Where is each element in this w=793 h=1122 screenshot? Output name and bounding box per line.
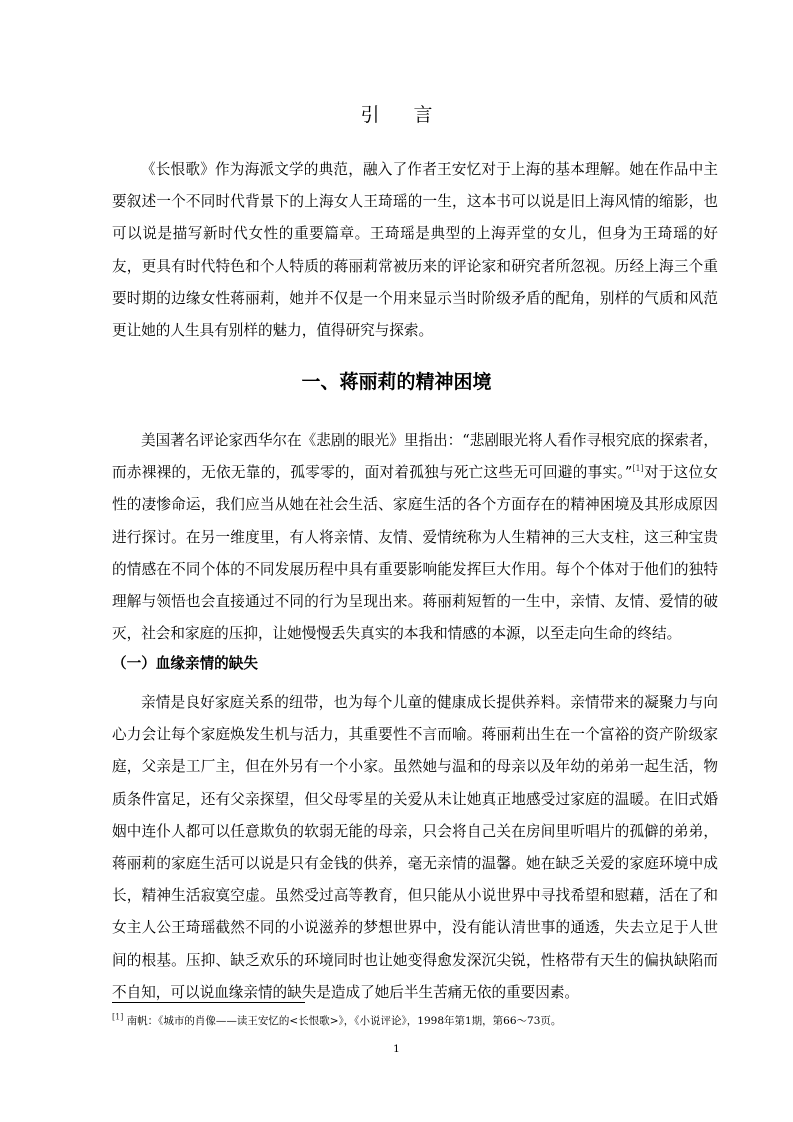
paragraph-text-before-note: 美国著名评论家西华尔在《悲剧的眼光》里指出：“悲剧眼光将人看作寻根究底的探索者，而赤裸裸的，无依无靠的，孤零零的，面对着孤独与死亡这些无可回避的事实。” — [112, 432, 718, 482]
footnote-text: 南帆：《城市的肖像——读王安忆的<长恨歌>》，《小说评论》，1998年第1期，第66～73页。 — [126, 1015, 562, 1027]
footnote-reference[interactable]: [1] — [632, 464, 644, 474]
paragraph-text-after-note: 对于这位女性的凄惨命运，我们应当从她在社会生活、家庭生活的各个方面存在的精神困境及其形成原因进行探讨。在另一维度里，有人将亲情、友情、爱情统称为人生精神的三大支柱，这三种宝贵的情感在不同个体的不同发展历程中具有重要影响能发挥巨大作用。每个个体对于他们的独特理解与领悟也会直接通过不同的行为呈现出来。蒋丽莉短暂的一生中，亲情、友情、爱情的破灭，社会和家庭的压抑，让她慢慢丢失真实的本我和情感的本源，以至走向生命的终结。 — [112, 464, 718, 643]
footnote-divider — [112, 1002, 305, 1003]
subsection-heading: （一）血缘亲情的缺失 — [112, 655, 258, 672]
intro-paragraph: 《长恨歌》作为海派文学的典范，融入了作者王安忆对于上海的基本理解。她在作品中主要叙述一个不同时代背景下的上海女人王琦瑶的一生，这本书可以说是旧上海风情的缩影，也可以说是描写新时代女性的重要篇章。王琦瑶是典型的上海弄堂的女儿，但身为王琦瑶的好友，更具有时代特色和个人特质的蒋丽莉常被历来的评论家和研究者所忽视。历经上海三个重要时期的边缘女性蒋丽莉，她并不仅是一个用来显示当时阶级矛盾的配角，别样的气质和风范更让她的人生具有别样的魅力，值得研究与探索。 — [112, 161, 718, 340]
section-heading: 一、蒋丽莉的精神困境 — [301, 371, 492, 393]
footnote-marker: [1] — [112, 1012, 124, 1022]
subsection-paragraph: 亲情是良好家庭关系的纽带，也为每个儿童的健康成长提供养料。亲情带来的凝聚力与向心力会让每个家庭焕发生机与活力，其重要性不言而喻。蒋丽莉出生在一个富裕的资产阶级家庭，父亲是工厂主，但在外另有一个小家。虽然她与温和的母亲以及年幼的弟弟一起生活，物质条件富足，还有父亲探望，但父母零星的关爱从未让她真正地感受过家庭的温暖。在旧式婚姻中连仆人都可以任意欺负的软弱无能的母亲，只会将自己关在房间里听唱片的孤僻的弟弟，蒋丽莉的家庭生活可以说是只有金钱的供养，毫无亲情的温馨。她在缺乏关爱的家庭环境中成长，精神生活寂寞空虚。虽然受过高等教育，但只能从小说世界中寻找希望和慰藉，活在了和女主人公王琦瑶截然不同的小说滋养的梦想世界中，没有能认清世事的通透，失去立足于人世间的根基。压抑、缺乏欢乐的环境同时也让她变得愈发深沉尖锐，性格带有天生的偏执缺陷而不自知，可以说血缘亲情的缺失是造成了她后半生苦痛无依的重要因素。 — [112, 694, 718, 1001]
footnote — [112, 1013, 718, 1029]
page-number: 1 — [393, 1043, 400, 1055]
section-paragraph — [112, 425, 718, 650]
page-title: 引言 — [360, 104, 467, 126]
